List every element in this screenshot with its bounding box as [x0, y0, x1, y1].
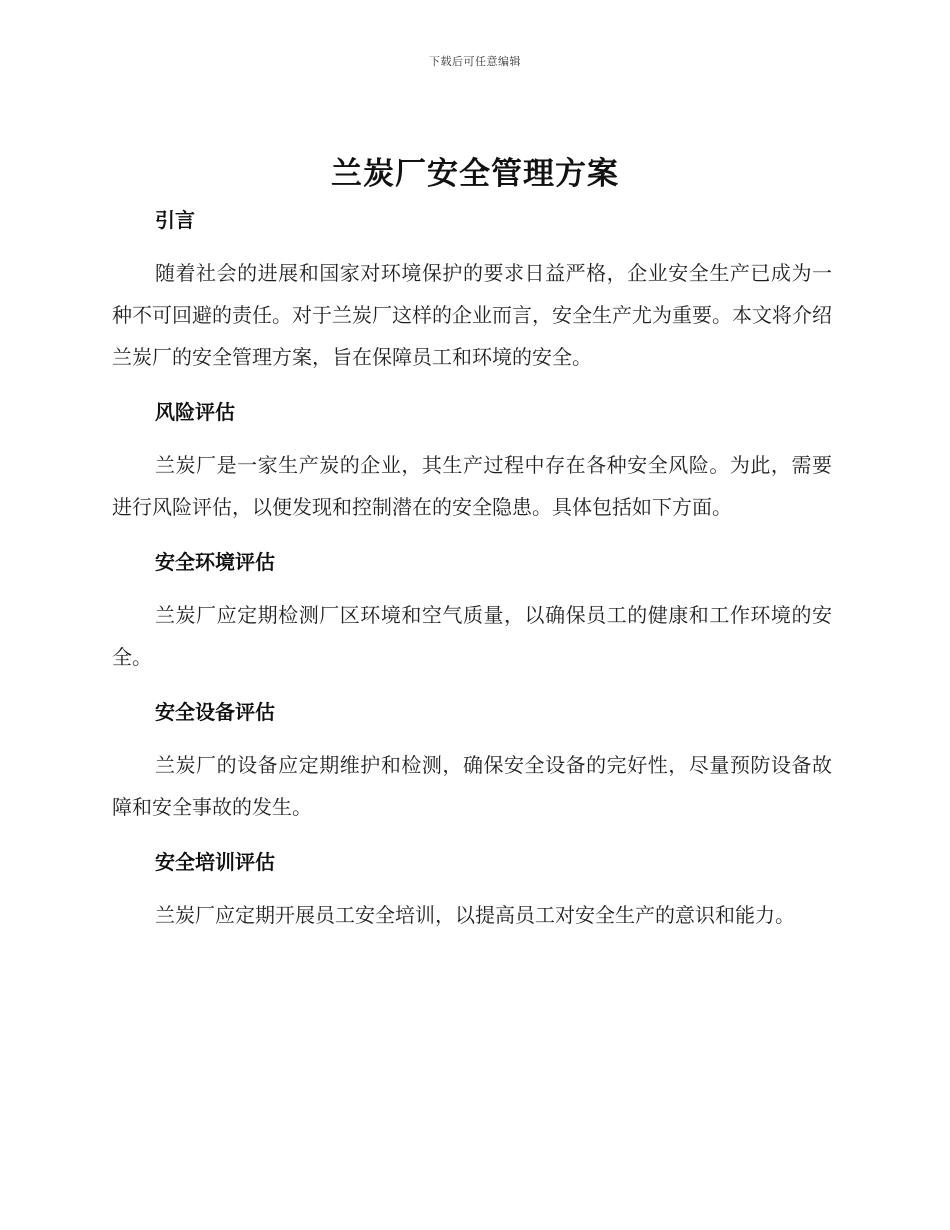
section-paragraph: 兰炭厂的设备应定期维护和检测，确保安全设备的完好性，尽量预防设备故障和安全事故的发生。 [112, 753, 832, 819]
section-paragraph: 兰炭厂应定期检测厂区环境和空气质量，以确保员工的健康和工作环境的安全。 [112, 603, 832, 669]
section-heading: 安全环境评估 [155, 550, 275, 574]
section-heading: 安全培训评估 [155, 850, 275, 874]
section-paragraph: 兰炭厂是一家生产炭的企业，其生产过程中存在各种安全风险。为此，需要进行风险评估，以便发现和控制潜在的安全隐患。具体包括如下方面。 [112, 453, 832, 519]
section-heading: 安全设备评估 [155, 700, 275, 724]
section-introduction [112, 200, 832, 392]
section-heading: 风险评估 [155, 400, 235, 424]
section-equipment-assessment [112, 692, 832, 842]
header-note: 下载后可任意编辑 [429, 55, 521, 68]
document-title: 兰炭厂安全管理方案 [331, 156, 619, 192]
section-risk-assessment [112, 392, 832, 542]
section-paragraph: 兰炭厂应定期开展员工安全培训，以提高员工对安全生产的意识和能力。 [155, 903, 795, 927]
section-environment-assessment [112, 542, 832, 692]
section-heading: 引言 [155, 208, 195, 232]
section-paragraph: 随着社会的进展和国家对环境保护的要求日益严格，企业安全生产已成为一种不可回避的责任。对于兰炭厂这样的企业而言，安全生产尤为重要。本文将介绍兰炭厂的安全管理方案，旨在保障员工和环境的安全。 [112, 261, 832, 369]
section-training-assessment [112, 842, 832, 936]
document-body [112, 200, 832, 936]
